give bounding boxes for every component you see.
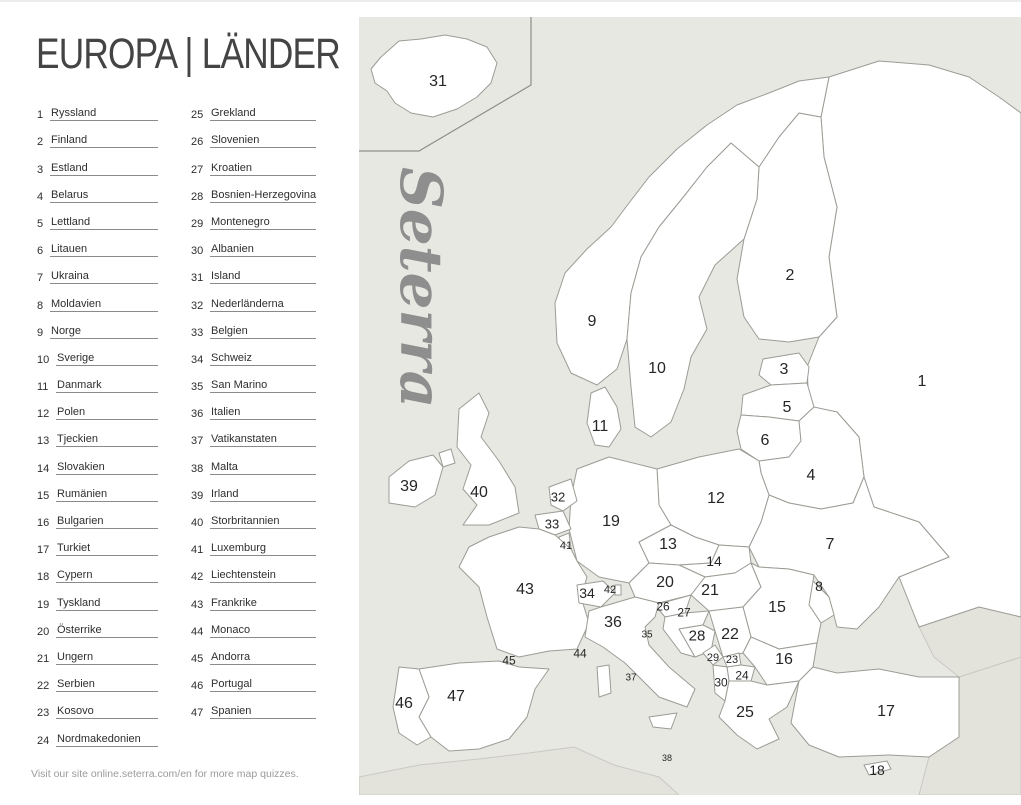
country-name: Ukraina [50, 270, 158, 284]
page-title: EUROPA | LÄNDER [36, 30, 340, 78]
country-number: 7 [37, 272, 44, 285]
country-name: Portugal [210, 678, 316, 692]
country-list-item [37, 123, 158, 150]
country-name: Albanien [210, 243, 316, 257]
map-label-2: 2 [785, 266, 795, 284]
country-number: 21 [37, 652, 50, 665]
map-label-45: 45 [502, 653, 516, 668]
footer-link-text: Visit our site online.seterra.com/en for more map quizzes. [31, 768, 299, 780]
country-number: 8 [37, 299, 44, 312]
country-number: 16 [37, 517, 50, 529]
country-list-item [37, 667, 158, 694]
country-number: 45 [191, 652, 204, 665]
country-number: 6 [37, 245, 44, 258]
country-number: 9 [37, 326, 44, 339]
country-name: Kosovo [56, 705, 158, 719]
country-list-item [37, 613, 158, 640]
country-name: Nordmakedonien [56, 733, 158, 747]
map-label-38: 38 [661, 753, 673, 764]
country-list-item [191, 150, 316, 177]
country-list-item [191, 613, 316, 640]
map-label-8: 8 [815, 578, 823, 595]
country-list-item [191, 314, 316, 341]
country-number: 27 [191, 163, 204, 176]
country-number: 35 [191, 381, 204, 394]
map-label-33: 33 [544, 516, 560, 532]
country-number: 31 [191, 272, 204, 285]
country-number: 11 [37, 381, 49, 394]
country-number: 18 [37, 571, 50, 584]
map-label-4: 4 [806, 466, 816, 484]
country-number: 3 [37, 163, 44, 176]
country-name: Island [210, 270, 316, 284]
map-label-6: 6 [760, 431, 770, 449]
country-number: 33 [191, 326, 204, 339]
map-label-44: 44 [573, 646, 587, 661]
map-label-40: 40 [470, 483, 488, 501]
map-label-28: 28 [688, 627, 706, 645]
map-label-23: 23 [725, 653, 739, 666]
country-number: 34 [191, 353, 204, 366]
seterra-watermark: Seterra [387, 167, 455, 409]
country-name: Kroatien [210, 162, 316, 176]
country-list-item [191, 395, 316, 422]
map-label-21: 21 [701, 581, 719, 599]
country-list-item [37, 640, 158, 667]
country-number: 4 [37, 190, 44, 203]
country-name: Österrike [56, 624, 158, 638]
country-name: Sverige [56, 352, 158, 366]
country-number: 39 [191, 489, 204, 502]
country-list-item [191, 123, 316, 150]
country-number: 44 [191, 625, 204, 638]
country-number: 1 [37, 109, 44, 122]
country-name: Bosnien-Herzegovina [211, 188, 317, 201]
country-name: Grekland [210, 107, 316, 121]
country-list-item [37, 368, 158, 395]
country-name: Spanien [210, 705, 316, 719]
map-label-14: 14 [706, 553, 722, 570]
country-number: 43 [191, 598, 204, 611]
country-name: Litauen [50, 243, 158, 257]
country-number: 36 [191, 408, 204, 421]
country-number: 19 [37, 598, 50, 611]
country-list-item [191, 531, 316, 558]
country-name: Norge [50, 325, 158, 339]
country-list-item [191, 96, 316, 123]
country-number: 12 [37, 408, 50, 421]
country-number: 20 [37, 625, 50, 638]
country-list-item [37, 531, 158, 558]
country-name: Italien [210, 406, 316, 420]
country-list-item [191, 205, 316, 232]
europe-map [359, 17, 1021, 795]
country-list-item [37, 259, 158, 286]
country-list-column-1 [37, 96, 158, 749]
top-divider [0, 0, 1021, 2]
country-list-item [37, 558, 158, 585]
country-name: Ungern [56, 651, 158, 665]
map-label-9: 9 [587, 312, 597, 330]
country-list-item [37, 286, 158, 313]
map-label-5: 5 [782, 398, 792, 416]
map-label-13: 13 [659, 535, 677, 553]
country-number: 46 [191, 680, 204, 693]
map-label-18: 18 [869, 762, 885, 779]
country-list-item [37, 422, 158, 449]
country-name: Luxemburg [210, 542, 316, 556]
country-number: 22 [37, 680, 50, 693]
country-list-item [191, 178, 316, 205]
country-list-item [191, 232, 316, 259]
country-list-item [37, 477, 158, 504]
country-name: Slovenien [210, 134, 316, 148]
country-name: Monaco [210, 624, 316, 638]
country-number: 24 [37, 734, 50, 747]
country-name: Serbien [56, 678, 158, 692]
country-name: Nederländerna [210, 298, 316, 312]
map-label-12: 12 [707, 489, 725, 507]
country-list-item [191, 504, 316, 531]
map-label-47: 47 [447, 687, 465, 705]
country-number: 37 [191, 435, 204, 448]
country-name: Vatikanstaten [210, 433, 316, 447]
map-label-11: 11 [591, 417, 609, 435]
country-name: Storbritannien [210, 515, 316, 529]
country-number: 2 [37, 136, 44, 149]
country-number: 41 [191, 544, 204, 557]
map-label-24: 24 [735, 668, 749, 683]
map-label-34: 34 [579, 585, 595, 602]
map-label-37: 37 [625, 672, 637, 684]
country-number: 42 [191, 571, 204, 584]
country-list-item [37, 449, 158, 476]
map-label-15: 15 [768, 598, 786, 616]
country-list-item [37, 232, 158, 259]
country-name: Bulgarien [56, 515, 158, 529]
country-number: 47 [191, 707, 204, 720]
country-list-column-2 [191, 96, 316, 721]
map-label-19: 19 [602, 512, 620, 530]
country-number: 25 [191, 109, 204, 122]
map-label-39: 39 [400, 477, 418, 495]
country-list-item [37, 178, 158, 205]
country-list-item [37, 205, 158, 232]
country-list-item [191, 368, 316, 395]
country-list-item [191, 286, 316, 313]
country-list-item [37, 314, 158, 341]
country-number: 13 [37, 435, 50, 448]
country-turkey [791, 667, 959, 757]
country-number: 38 [191, 462, 204, 475]
country-name: San Marino [210, 379, 316, 393]
map-label-46: 46 [395, 694, 413, 712]
country-name: Cypern [56, 569, 158, 583]
map-label-42: 42 [603, 583, 617, 596]
country-list-item [191, 449, 316, 476]
country-number: 15 [37, 489, 50, 502]
country-number: 23 [37, 707, 50, 720]
country-list-item [37, 341, 158, 368]
country-list-item [37, 721, 158, 748]
country-list-item [191, 341, 316, 368]
country-name: Finland [50, 134, 158, 148]
country-list-item [191, 422, 316, 449]
country-list-item [191, 694, 316, 721]
map-label-7: 7 [825, 535, 835, 553]
country-list-item [191, 477, 316, 504]
country-list-item [191, 558, 316, 585]
country-number: 26 [191, 136, 204, 149]
map-label-31: 31 [429, 72, 447, 90]
map-label-35: 35 [641, 629, 653, 641]
country-name: Slovakien [56, 461, 158, 475]
country-number: 40 [191, 517, 204, 529]
country-list-item [191, 585, 316, 612]
country-name: Lettland [50, 216, 158, 230]
country-list-item [191, 640, 316, 667]
country-name: Malta [210, 461, 316, 475]
country-name: Frankrike [210, 597, 316, 611]
country-name: Turkiet [56, 542, 158, 556]
country-number: 10 [37, 353, 50, 366]
country-name: Tyskland [56, 597, 158, 611]
map-label-26: 26 [656, 599, 670, 614]
country-number: 14 [37, 462, 50, 475]
country-number: 30 [191, 245, 204, 258]
country-list-item [37, 395, 158, 422]
map-label-3: 3 [779, 360, 789, 378]
map-label-29: 29 [706, 651, 720, 664]
country-name: Tjeckien [56, 433, 158, 447]
island-sardinia [597, 665, 611, 697]
country-name: Ryssland [50, 107, 158, 121]
map-label-27: 27 [677, 605, 691, 620]
country-name: Estland [50, 162, 158, 176]
country-list-item [191, 259, 316, 286]
map-label-1: 1 [917, 372, 927, 390]
country-name: Montenegro [210, 216, 316, 230]
map-label-41: 41 [559, 539, 573, 552]
country-name: Belarus [50, 189, 158, 203]
country-list-item [191, 667, 316, 694]
map-label-25: 25 [736, 703, 754, 721]
country-name: Irland [210, 488, 316, 502]
country-list-item [37, 694, 158, 721]
map-label-10: 10 [648, 359, 666, 377]
country-list-item [37, 504, 158, 531]
map-label-17: 17 [877, 702, 895, 720]
map-label-43: 43 [516, 580, 534, 598]
country-number: 17 [37, 544, 50, 557]
country-name: Andorra [210, 651, 316, 665]
map-label-20: 20 [656, 573, 674, 591]
country-name: Rumänien [56, 488, 158, 502]
map-label-32: 32 [550, 489, 566, 505]
country-name: Belgien [210, 325, 316, 339]
map-label-22: 22 [721, 625, 739, 643]
country-number: 5 [37, 217, 44, 230]
country-list-item [37, 150, 158, 177]
country-list-item [37, 96, 158, 123]
country-number: 32 [191, 299, 204, 312]
country-name: Liechtenstein [210, 569, 316, 583]
country-name: Moldavien [50, 298, 158, 312]
country-name: Danmark [56, 379, 158, 393]
country-number: 29 [191, 217, 204, 230]
country-number: 28 [191, 190, 204, 203]
map-label-16: 16 [775, 650, 793, 668]
map-label-30: 30 [714, 675, 728, 690]
map-label-36: 36 [604, 613, 622, 631]
country-list-item [37, 585, 158, 612]
country-name: Polen [56, 406, 158, 420]
country-name: Schweiz [210, 352, 316, 366]
